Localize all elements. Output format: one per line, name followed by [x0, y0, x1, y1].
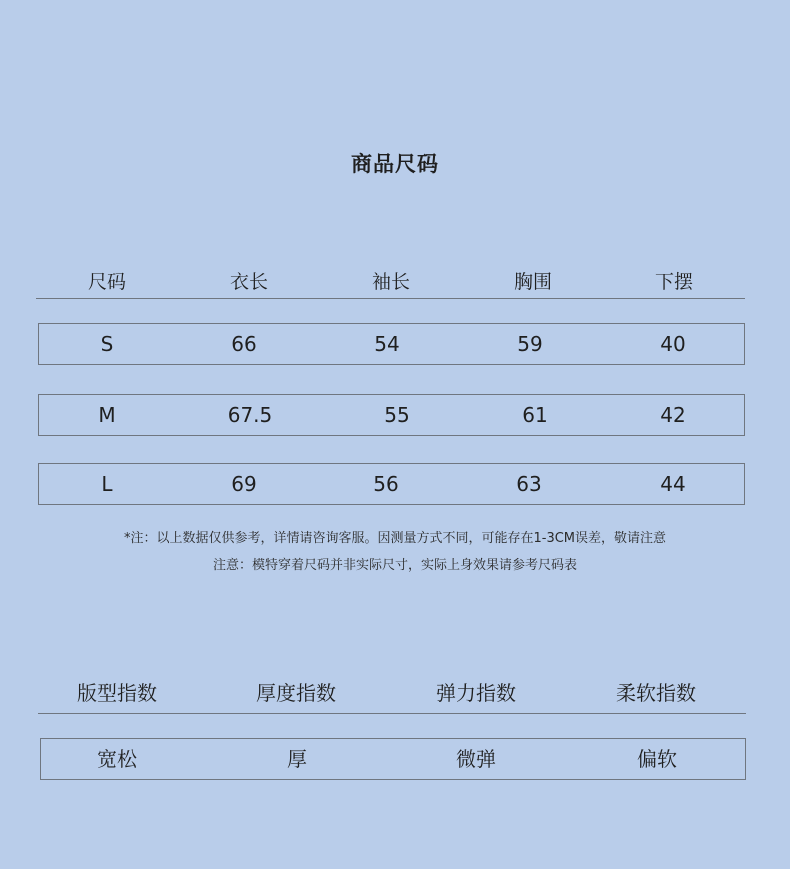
table-row-m: [38, 395, 745, 435]
attribute-divider: [38, 713, 746, 714]
size-table-header: [38, 262, 745, 302]
cell-size: L: [101, 472, 113, 496]
attribute-header: [38, 673, 746, 713]
disclaimer-note: *注：以上数据仅供参考，详情请咨询客服。因测量方式不同，可能存在1-3CM误差，敬请注意: [123, 531, 667, 546]
cell-chest: 61: [522, 403, 548, 427]
cell-chest: 63: [516, 472, 542, 496]
header-elasticity-index: 弹力指数: [436, 681, 516, 705]
cell-length: 69: [231, 472, 257, 496]
cell-hem: 42: [660, 403, 686, 427]
attribute-values: [38, 739, 746, 779]
table-row-s: [38, 324, 745, 364]
header-divider: [36, 298, 745, 299]
header-hem: 下摆: [654, 271, 694, 293]
cell-hem: 40: [660, 332, 686, 356]
value-elasticity: 微弹: [456, 747, 496, 771]
value-thickness: 厚: [287, 747, 307, 771]
cell-sleeve: 55: [384, 403, 410, 427]
cell-chest: 59: [517, 332, 543, 356]
header-fit-index: 版型指数: [77, 681, 157, 705]
cell-sleeve: 54: [374, 332, 400, 356]
header-size: 尺码: [87, 271, 127, 293]
cell-length: 66: [231, 332, 257, 356]
header-thickness-index: 厚度指数: [256, 681, 336, 705]
cell-size: M: [98, 403, 116, 427]
value-softness: 偏软: [637, 747, 677, 771]
header-softness-index: 柔软指数: [616, 681, 696, 705]
cell-hem: 44: [660, 472, 686, 496]
header-sleeve: 袖长: [371, 271, 411, 293]
cell-size: S: [100, 332, 114, 356]
page-title: 商品尺码: [351, 152, 439, 176]
header-chest: 胸围: [513, 271, 553, 293]
model-note: 注意：模特穿着尺码并非实际尺寸，实际上身效果请参考尺码表: [212, 558, 577, 573]
header-length: 衣长: [229, 271, 269, 293]
table-row-l: [38, 464, 745, 504]
value-fit: 宽松: [97, 747, 137, 771]
cell-sleeve: 56: [373, 472, 399, 496]
cell-length: 67.5: [227, 403, 273, 427]
